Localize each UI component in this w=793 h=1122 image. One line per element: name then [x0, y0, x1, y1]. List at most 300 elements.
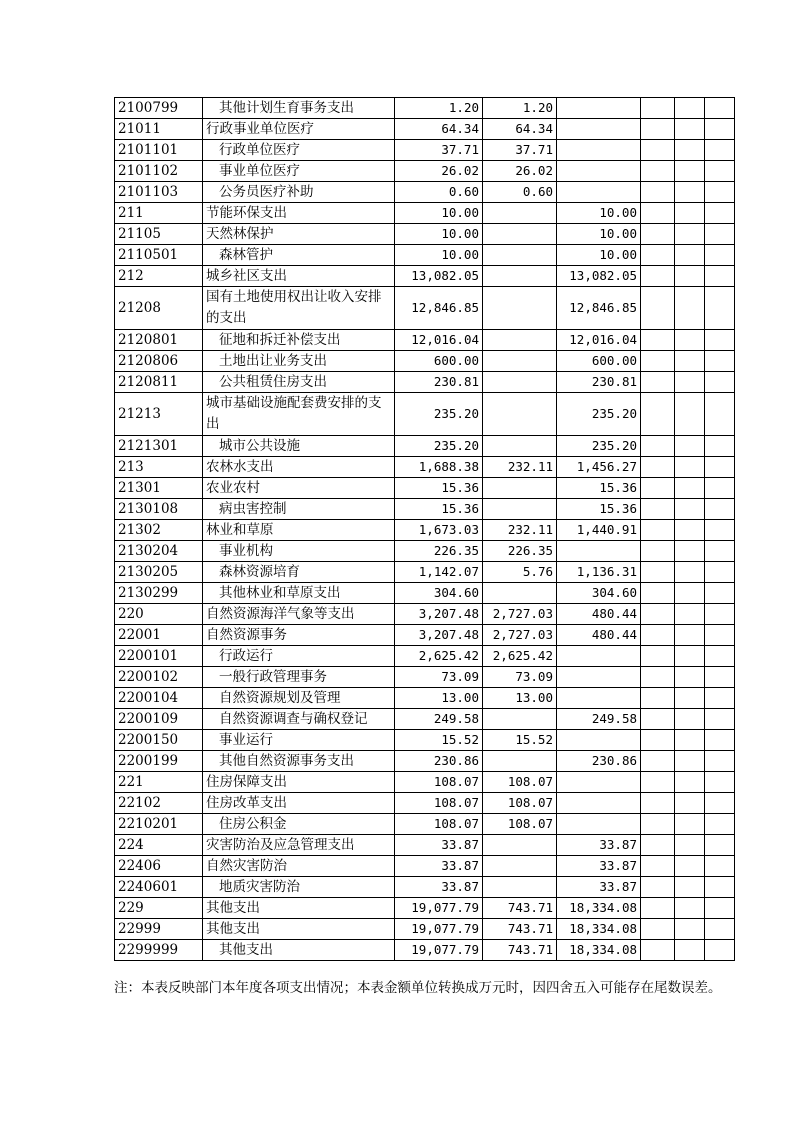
account-name-cell: 国有土地使用权出让收入安排的支出: [203, 287, 395, 330]
account-code-cell: 229: [115, 898, 203, 919]
project-expenditure-cell: [557, 793, 641, 814]
account-name-cell: 天然林保护: [203, 224, 395, 245]
total-amount-cell: 19,077.79: [395, 940, 483, 961]
basic-expenditure-cell: 2,727.03: [483, 625, 557, 646]
empty-cell: [675, 351, 705, 372]
account-name-cell: 事业单位医疗: [203, 161, 395, 182]
project-expenditure-cell: 235.20: [557, 436, 641, 457]
total-amount-cell: 235.20: [395, 393, 483, 436]
total-amount-cell: 10.00: [395, 224, 483, 245]
account-name-cell: 公共租赁住房支出: [203, 372, 395, 393]
table-body: [115, 98, 735, 961]
empty-cell: [641, 562, 675, 583]
empty-cell: [641, 351, 675, 372]
empty-cell: [705, 940, 735, 961]
basic-expenditure-cell: 26.02: [483, 161, 557, 182]
basic-expenditure-cell: [483, 372, 557, 393]
empty-cell: [675, 730, 705, 751]
empty-cell: [705, 436, 735, 457]
account-code-cell: 21301: [115, 478, 203, 499]
empty-cell: [705, 877, 735, 898]
empty-cell: [675, 793, 705, 814]
empty-cell: [705, 583, 735, 604]
empty-cell: [641, 835, 675, 856]
total-amount-cell: 10.00: [395, 203, 483, 224]
empty-cell: [675, 457, 705, 478]
empty-cell: [675, 203, 705, 224]
empty-cell: [675, 940, 705, 961]
empty-cell: [675, 604, 705, 625]
total-amount-cell: 1.20: [395, 98, 483, 119]
total-amount-cell: 13.00: [395, 688, 483, 709]
empty-cell: [705, 667, 735, 688]
basic-expenditure-cell: [483, 287, 557, 330]
basic-expenditure-cell: 64.34: [483, 119, 557, 140]
account-code-cell: 2200199: [115, 751, 203, 772]
project-expenditure-cell: [557, 730, 641, 751]
basic-expenditure-cell: [483, 877, 557, 898]
empty-cell: [705, 919, 735, 940]
table-row: [115, 520, 735, 541]
account-code-cell: 2210201: [115, 814, 203, 835]
total-amount-cell: 19,077.79: [395, 919, 483, 940]
account-code-cell: 22999: [115, 919, 203, 940]
empty-cell: [641, 372, 675, 393]
table-row: [115, 772, 735, 793]
project-expenditure-cell: [557, 646, 641, 667]
basic-expenditure-cell: 232.11: [483, 457, 557, 478]
table-footnote: 注：本表反映部门本年度各项支出情况；本表金额单位转换成万元时，因四舍五入可能存在尾数误差。: [114, 980, 722, 996]
table-row: [115, 161, 735, 182]
account-code-cell: 22001: [115, 625, 203, 646]
account-name-cell: 事业机构: [203, 541, 395, 562]
account-code-cell: 2200101: [115, 646, 203, 667]
empty-cell: [675, 182, 705, 203]
empty-cell: [675, 140, 705, 161]
empty-cell: [641, 140, 675, 161]
empty-cell: [641, 203, 675, 224]
account-code-cell: 2200102: [115, 667, 203, 688]
empty-cell: [641, 772, 675, 793]
account-name-cell: 事业运行: [203, 730, 395, 751]
table-row: [115, 604, 735, 625]
project-expenditure-cell: [557, 688, 641, 709]
basic-expenditure-cell: [483, 751, 557, 772]
empty-cell: [641, 877, 675, 898]
empty-cell: [675, 541, 705, 562]
total-amount-cell: 33.87: [395, 856, 483, 877]
basic-expenditure-cell: 108.07: [483, 772, 557, 793]
empty-cell: [641, 266, 675, 287]
basic-expenditure-cell: [483, 245, 557, 266]
account-code-cell: 22102: [115, 793, 203, 814]
empty-cell: [641, 98, 675, 119]
empty-cell: [641, 604, 675, 625]
total-amount-cell: 10.00: [395, 245, 483, 266]
table-row: [115, 709, 735, 730]
project-expenditure-cell: [557, 814, 641, 835]
basic-expenditure-cell: 13.00: [483, 688, 557, 709]
empty-cell: [675, 562, 705, 583]
table-row: [115, 287, 735, 330]
empty-cell: [705, 646, 735, 667]
account-name-cell: 农林水支出: [203, 457, 395, 478]
project-expenditure-cell: 1,136.31: [557, 562, 641, 583]
account-code-cell: 2101103: [115, 182, 203, 203]
empty-cell: [705, 351, 735, 372]
total-amount-cell: 3,207.48: [395, 625, 483, 646]
account-name-cell: 其他支出: [203, 919, 395, 940]
account-code-cell: 2200109: [115, 709, 203, 730]
table-row: [115, 898, 735, 919]
project-expenditure-cell: 600.00: [557, 351, 641, 372]
project-expenditure-cell: 33.87: [557, 856, 641, 877]
table-row: [115, 940, 735, 961]
account-code-cell: 2299999: [115, 940, 203, 961]
empty-cell: [641, 245, 675, 266]
account-code-cell: 2100799: [115, 98, 203, 119]
basic-expenditure-cell: 108.07: [483, 814, 557, 835]
total-amount-cell: 600.00: [395, 351, 483, 372]
account-name-cell: 行政运行: [203, 646, 395, 667]
project-expenditure-cell: 249.58: [557, 709, 641, 730]
account-code-cell: 2130204: [115, 541, 203, 562]
project-expenditure-cell: 18,334.08: [557, 919, 641, 940]
account-name-cell: 森林资源培育: [203, 562, 395, 583]
account-code-cell: 2120806: [115, 351, 203, 372]
account-name-cell: 其他计划生育事务支出: [203, 98, 395, 119]
project-expenditure-cell: 10.00: [557, 245, 641, 266]
project-expenditure-cell: 18,334.08: [557, 898, 641, 919]
empty-cell: [675, 919, 705, 940]
project-expenditure-cell: 18,334.08: [557, 940, 641, 961]
account-code-cell: 224: [115, 835, 203, 856]
empty-cell: [675, 646, 705, 667]
account-code-cell: 21213: [115, 393, 203, 436]
empty-cell: [675, 772, 705, 793]
account-name-cell: 农业农村: [203, 478, 395, 499]
table-row: [115, 245, 735, 266]
empty-cell: [675, 98, 705, 119]
project-expenditure-cell: 15.36: [557, 499, 641, 520]
empty-cell: [675, 898, 705, 919]
basic-expenditure-cell: 226.35: [483, 541, 557, 562]
total-amount-cell: 64.34: [395, 119, 483, 140]
account-code-cell: 21302: [115, 520, 203, 541]
basic-expenditure-cell: 743.71: [483, 898, 557, 919]
table-row: [115, 814, 735, 835]
empty-cell: [641, 478, 675, 499]
empty-cell: [641, 688, 675, 709]
empty-cell: [705, 224, 735, 245]
table-row: [115, 224, 735, 245]
project-expenditure-cell: 480.44: [557, 625, 641, 646]
empty-cell: [705, 266, 735, 287]
empty-cell: [675, 287, 705, 330]
empty-cell: [641, 182, 675, 203]
total-amount-cell: 0.60: [395, 182, 483, 203]
basic-expenditure-cell: [483, 709, 557, 730]
account-code-cell: 220: [115, 604, 203, 625]
empty-cell: [705, 793, 735, 814]
project-expenditure-cell: 230.81: [557, 372, 641, 393]
empty-cell: [675, 478, 705, 499]
table-row: [115, 393, 735, 436]
empty-cell: [641, 940, 675, 961]
total-amount-cell: 249.58: [395, 709, 483, 730]
total-amount-cell: 37.71: [395, 140, 483, 161]
total-amount-cell: 1,673.03: [395, 520, 483, 541]
table-row: [115, 583, 735, 604]
table-row: [115, 499, 735, 520]
table-row: [115, 351, 735, 372]
basic-expenditure-cell: [483, 266, 557, 287]
account-code-cell: 2130108: [115, 499, 203, 520]
empty-cell: [675, 520, 705, 541]
basic-expenditure-cell: 37.71: [483, 140, 557, 161]
empty-cell: [705, 562, 735, 583]
empty-cell: [705, 898, 735, 919]
expenditure-table: [114, 97, 735, 961]
account-code-cell: 21208: [115, 287, 203, 330]
total-amount-cell: 15.36: [395, 478, 483, 499]
basic-expenditure-cell: 0.60: [483, 182, 557, 203]
empty-cell: [641, 520, 675, 541]
table-row: [115, 457, 735, 478]
account-name-cell: 其他支出: [203, 898, 395, 919]
project-expenditure-cell: 304.60: [557, 583, 641, 604]
basic-expenditure-cell: [483, 478, 557, 499]
basic-expenditure-cell: [483, 583, 557, 604]
empty-cell: [641, 499, 675, 520]
empty-cell: [705, 287, 735, 330]
table-row: [115, 330, 735, 351]
empty-cell: [705, 330, 735, 351]
basic-expenditure-cell: [483, 393, 557, 436]
project-expenditure-cell: 15.36: [557, 478, 641, 499]
empty-cell: [675, 814, 705, 835]
total-amount-cell: 230.86: [395, 751, 483, 772]
empty-cell: [705, 709, 735, 730]
account-name-cell: 节能环保支出: [203, 203, 395, 224]
empty-cell: [705, 751, 735, 772]
empty-cell: [705, 856, 735, 877]
empty-cell: [705, 372, 735, 393]
project-expenditure-cell: [557, 119, 641, 140]
empty-cell: [705, 625, 735, 646]
empty-cell: [641, 751, 675, 772]
total-amount-cell: 3,207.48: [395, 604, 483, 625]
empty-cell: [675, 709, 705, 730]
basic-expenditure-cell: 232.11: [483, 520, 557, 541]
account-name-cell: 一般行政管理事务: [203, 667, 395, 688]
basic-expenditure-cell: 743.71: [483, 940, 557, 961]
empty-cell: [641, 856, 675, 877]
total-amount-cell: 226.35: [395, 541, 483, 562]
total-amount-cell: 33.87: [395, 877, 483, 898]
account-name-cell: 征地和拆迁补偿支出: [203, 330, 395, 351]
account-code-cell: 2101102: [115, 161, 203, 182]
empty-cell: [705, 688, 735, 709]
account-name-cell: 其他自然资源事务支出: [203, 751, 395, 772]
empty-cell: [675, 835, 705, 856]
total-amount-cell: 1,688.38: [395, 457, 483, 478]
account-name-cell: 城市公共设施: [203, 436, 395, 457]
empty-cell: [641, 457, 675, 478]
empty-cell: [675, 856, 705, 877]
account-code-cell: 2120811: [115, 372, 203, 393]
empty-cell: [641, 814, 675, 835]
table-row: [115, 541, 735, 562]
basic-expenditure-cell: 1.20: [483, 98, 557, 119]
empty-cell: [641, 161, 675, 182]
empty-cell: [705, 140, 735, 161]
account-name-cell: 灾害防治及应急管理支出: [203, 835, 395, 856]
account-code-cell: 211: [115, 203, 203, 224]
empty-cell: [705, 245, 735, 266]
total-amount-cell: 108.07: [395, 814, 483, 835]
account-code-cell: 213: [115, 457, 203, 478]
account-name-cell: 住房保障支出: [203, 772, 395, 793]
project-expenditure-cell: 13,082.05: [557, 266, 641, 287]
project-expenditure-cell: [557, 161, 641, 182]
basic-expenditure-cell: [483, 835, 557, 856]
basic-expenditure-cell: [483, 856, 557, 877]
empty-cell: [705, 814, 735, 835]
empty-cell: [675, 625, 705, 646]
account-name-cell: 城乡社区支出: [203, 266, 395, 287]
empty-cell: [675, 119, 705, 140]
empty-cell: [641, 730, 675, 751]
account-name-cell: 其他林业和草原支出: [203, 583, 395, 604]
project-expenditure-cell: 235.20: [557, 393, 641, 436]
account-code-cell: 2130205: [115, 562, 203, 583]
account-code-cell: 2120801: [115, 330, 203, 351]
account-name-cell: 林业和草原: [203, 520, 395, 541]
empty-cell: [675, 877, 705, 898]
empty-cell: [641, 541, 675, 562]
basic-expenditure-cell: [483, 351, 557, 372]
project-expenditure-cell: 480.44: [557, 604, 641, 625]
basic-expenditure-cell: 73.09: [483, 667, 557, 688]
empty-cell: [641, 119, 675, 140]
account-name-cell: 自然灾害防治: [203, 856, 395, 877]
table-row: [115, 835, 735, 856]
basic-expenditure-cell: [483, 436, 557, 457]
empty-cell: [641, 709, 675, 730]
project-expenditure-cell: 1,440.91: [557, 520, 641, 541]
empty-cell: [675, 688, 705, 709]
total-amount-cell: 235.20: [395, 436, 483, 457]
project-expenditure-cell: 33.87: [557, 835, 641, 856]
table-row: [115, 919, 735, 940]
empty-cell: [675, 330, 705, 351]
account-code-cell: 2110501: [115, 245, 203, 266]
account-name-cell: 住房公积金: [203, 814, 395, 835]
empty-cell: [675, 751, 705, 772]
table-row: [115, 372, 735, 393]
table-row: [115, 478, 735, 499]
project-expenditure-cell: [557, 772, 641, 793]
empty-cell: [705, 393, 735, 436]
empty-cell: [705, 98, 735, 119]
table-row: [115, 730, 735, 751]
empty-cell: [675, 667, 705, 688]
empty-cell: [705, 772, 735, 793]
empty-cell: [641, 330, 675, 351]
empty-cell: [641, 919, 675, 940]
basic-expenditure-cell: 2,625.42: [483, 646, 557, 667]
account-code-cell: 21011: [115, 119, 203, 140]
account-name-cell: 住房改革支出: [203, 793, 395, 814]
empty-cell: [705, 730, 735, 751]
empty-cell: [705, 457, 735, 478]
project-expenditure-cell: 10.00: [557, 203, 641, 224]
empty-cell: [675, 499, 705, 520]
account-code-cell: 2200150: [115, 730, 203, 751]
project-expenditure-cell: 1,456.27: [557, 457, 641, 478]
total-amount-cell: 304.60: [395, 583, 483, 604]
basic-expenditure-cell: 2,727.03: [483, 604, 557, 625]
account-name-cell: 行政事业单位医疗: [203, 119, 395, 140]
project-expenditure-cell: [557, 98, 641, 119]
total-amount-cell: 1,142.07: [395, 562, 483, 583]
empty-cell: [705, 119, 735, 140]
account-code-cell: 21105: [115, 224, 203, 245]
empty-cell: [705, 161, 735, 182]
empty-cell: [675, 436, 705, 457]
empty-cell: [705, 541, 735, 562]
total-amount-cell: 2,625.42: [395, 646, 483, 667]
empty-cell: [675, 393, 705, 436]
account-code-cell: 2130299: [115, 583, 203, 604]
empty-cell: [675, 161, 705, 182]
empty-cell: [675, 266, 705, 287]
total-amount-cell: 19,077.79: [395, 898, 483, 919]
table-row: [115, 119, 735, 140]
empty-cell: [705, 499, 735, 520]
basic-expenditure-cell: [483, 224, 557, 245]
basic-expenditure-cell: 108.07: [483, 793, 557, 814]
table-row: [115, 562, 735, 583]
table-row: [115, 436, 735, 457]
project-expenditure-cell: [557, 541, 641, 562]
total-amount-cell: 15.36: [395, 499, 483, 520]
total-amount-cell: 73.09: [395, 667, 483, 688]
total-amount-cell: 13,082.05: [395, 266, 483, 287]
project-expenditure-cell: [557, 667, 641, 688]
account-name-cell: 森林管护: [203, 245, 395, 266]
empty-cell: [641, 583, 675, 604]
table-row: [115, 751, 735, 772]
empty-cell: [675, 583, 705, 604]
project-expenditure-cell: [557, 182, 641, 203]
account-name-cell: 自然资源事务: [203, 625, 395, 646]
table-row: [115, 877, 735, 898]
empty-cell: [641, 393, 675, 436]
table-row: [115, 266, 735, 287]
table-row: [115, 140, 735, 161]
table-row: [115, 667, 735, 688]
empty-cell: [705, 182, 735, 203]
table-row: [115, 182, 735, 203]
empty-cell: [705, 604, 735, 625]
empty-cell: [675, 372, 705, 393]
empty-cell: [641, 436, 675, 457]
account-code-cell: 2101101: [115, 140, 203, 161]
project-expenditure-cell: 33.87: [557, 877, 641, 898]
basic-expenditure-cell: 15.52: [483, 730, 557, 751]
